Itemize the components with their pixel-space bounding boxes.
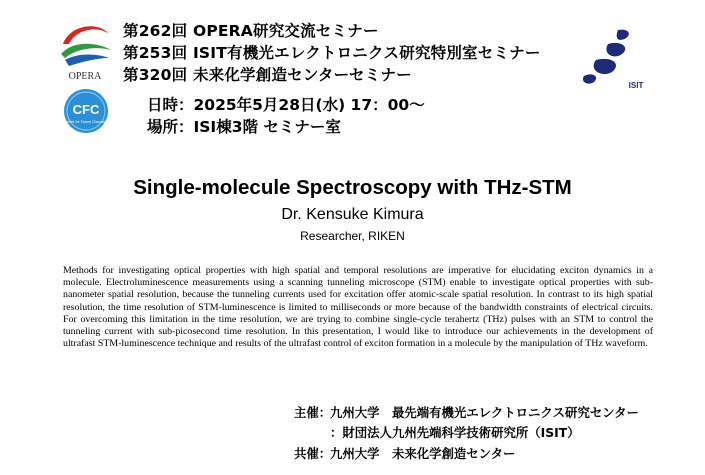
- seminar-series-1: 第262回 OPERA研究交流セミナー: [123, 22, 379, 40]
- abstract-text: Methods for investigating optical properties with high spatial and temporal resolutions are imperative for elucidating exciton dynamics in a molecule. Electroluminescence measurements using a scanning tunneling microscope (STM) enable to investigate optical properties with sub-nanometer spatial resolution, because the tunneling currents used for excitation offer atomic-scale spatial resolution. In contrast to its high spatial resolution, the time resolution of STM-luminescence is limited to milliseconds or more because of the bandwidth constraints of electrical circuits. For overcoming this limitation in the time resolution, we are trying to combine single-cycle terahertz (THz) pulses with an STM to control the tunneling current with sub-picosecond time resolution. In this presentation, I would like to introduce our achievements in the development of ultrafast STM-luminescence technique and results of the ultrafast control of exciton formation in a molecule by the manipulation of THz waveform.: [63, 265, 653, 350]
- speaker-name: Dr. Kensuke Kimura: [281, 206, 424, 223]
- seminar-series-2: 第253回 ISIT有機光エレクトロニクス研究特別室セミナー: [123, 44, 541, 62]
- opera-logo-text: OPERA: [68, 71, 102, 82]
- opera-logo: [55, 18, 115, 82]
- seminar-series-3: 第320回 未来化学創造センターセミナー: [123, 66, 412, 84]
- speaker-affiliation: Researcher, RIKEN: [300, 229, 405, 243]
- cohost-organization-1: 九州大学 未来化学創造センター: [330, 446, 516, 461]
- event-date: 日時：2025年5月28日(水) 17：00〜: [147, 96, 425, 114]
- cohost-label: 共催：: [294, 446, 332, 461]
- host-organization-1: 九州大学 最先端有機光エレクトロニクス研究センター: [330, 405, 639, 420]
- cfc-logo: [58, 87, 116, 137]
- talk-title: Single-molecule Spectroscopy with THz-STM: [133, 176, 572, 199]
- host-label: 主催：: [294, 405, 332, 420]
- isit-logo: [578, 26, 650, 92]
- cfc-logo-text: CFC: [72, 102, 100, 117]
- isit-logo-text: ISIT: [628, 81, 644, 90]
- event-venue: 場所：ISI棟3階 セミナー室: [147, 118, 341, 136]
- cfc-logo-subtext: Center for Future Chemistry: [63, 120, 109, 124]
- host-organization-2: ：財団法人九州先端科学技術研究所（ISIT）: [330, 425, 580, 440]
